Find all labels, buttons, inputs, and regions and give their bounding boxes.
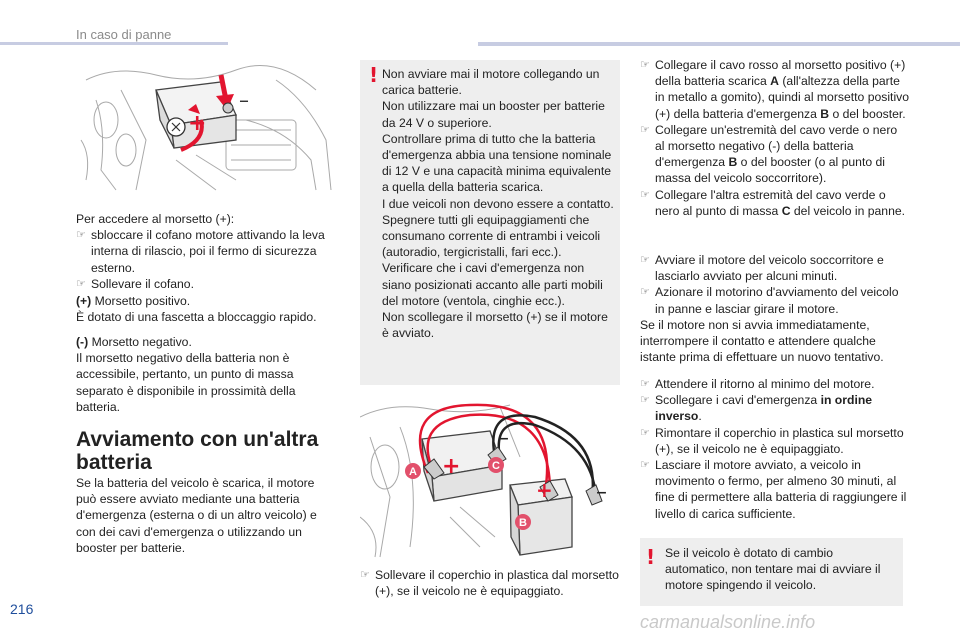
step-text: (all'altezza della parte in metallo a gomito), quindi al morsetto positivo (+) della batteria d'emergenza <box>655 74 910 121</box>
warning-icon: ! <box>646 545 656 569</box>
positive-detail: È dotato di una fascetta a bloccaggio rapido. <box>76 310 317 325</box>
warning-line: Non scollegare il morsetto (+) se il motore è avviato. <box>382 310 608 341</box>
list-item <box>360 567 622 599</box>
label-b: B <box>728 155 738 170</box>
callout-b <box>515 514 531 530</box>
list-item <box>640 392 910 424</box>
positive-terminal-note <box>76 293 338 325</box>
hand-pointer-icon: ☞ <box>640 426 650 439</box>
step-text: Avviare il motore del veicolo soccorritore e lasciarlo avviato per alcuni minuti. <box>655 253 884 284</box>
step-text: Scollegare i cavi d'emergenza <box>655 393 821 408</box>
watermark: carmanualsonline.info <box>640 612 816 632</box>
negative-label: Morsetto negativo. <box>88 335 192 349</box>
warning-line: Verificare che i cavi d'emergenza non siano posizionati accanto alle parti mobili del motore (ventola, cinghie ecc.). <box>382 261 603 308</box>
hand-pointer-icon: ☞ <box>640 59 650 71</box>
cover-instruction <box>360 567 622 599</box>
label-c: C <box>781 203 791 218</box>
positive-label: Morsetto positivo. <box>91 294 191 308</box>
callout-b-label: B <box>519 517 527 529</box>
list-item <box>640 425 910 457</box>
step-text: Collegare un'estremità del cavo verde o nero al morsetto negativo (-) della batteria d'emergenza <box>655 122 898 170</box>
page-number: 216 <box>10 601 34 617</box>
header-rule-left <box>0 42 228 45</box>
jump-start-diagram <box>360 397 618 564</box>
access-instructions <box>76 211 338 292</box>
start-steps <box>640 252 910 365</box>
callout-a <box>405 463 421 479</box>
svg-text:+: + <box>536 478 553 502</box>
callout-c <box>488 457 504 473</box>
header-rule-right <box>478 42 960 46</box>
positive-term: (+) <box>76 294 92 308</box>
note-text: Se il veicolo è dotato di cambio automatico, non tentare mai di avviare il motore spingendo il veicolo. <box>665 546 881 593</box>
svg-text:+: + <box>188 111 207 136</box>
hand-pointer-icon: ☞ <box>76 277 86 290</box>
hand-pointer-icon: ☞ <box>360 569 370 581</box>
list-item-text: sbloccare il cofano motore attivando la leva interna di rilascio, poi il fermo di sicurezza esterno. <box>91 228 325 275</box>
svg-text:–: – <box>498 426 509 451</box>
step-text: Collegare il cavo rosso al morsetto positivo (+) della batteria scarica <box>655 58 906 89</box>
step-text: o del booster. <box>829 106 906 121</box>
list-item <box>640 57 910 122</box>
step-text: Collegare l'altra estremità del cavo verde o nero al punto di massa <box>655 187 886 218</box>
svg-text:+: + <box>442 454 461 479</box>
label-a: A <box>770 74 779 89</box>
step-text: . <box>698 409 702 424</box>
intro-paragraph: Se la batteria del veicolo è scarica, il motore può essere avviato mediante una batteria d'emergenza (esterna o di un altro veicolo) e con dei cavi d'emergenza o utilizzando un booster per batterie. <box>76 476 317 555</box>
list-item <box>76 276 338 292</box>
negative-detail: Il morsetto negativo della batteria non è accessibile, pertanto, un punto di massa separato è disponibile in prossimità della batteria. <box>76 351 296 414</box>
warning-line: Non utilizzare mai un booster per batterie da 24 V o superiore. <box>382 99 605 130</box>
access-intro: Per accedere al morsetto (+): <box>76 212 235 226</box>
hand-pointer-icon: ☞ <box>640 394 650 407</box>
list-item <box>640 376 910 392</box>
list-item-text: Sollevare il coperchio in plastica dal morsetto (+), se il veicolo ne è equipaggiato. <box>375 568 619 599</box>
warning-line: Controllare prima di tutto che la batteria d'emergenza abbia una tensione nominale di 12 V e una capacità minima equivalente a quella della batteria scarica. <box>382 131 612 195</box>
battery-terminal-illustration <box>76 60 335 197</box>
warning-line: Non avviare mai il motore collegando un carica batterie. <box>382 67 600 98</box>
step-text: Azionare il motorino d'avviamento del veicolo in panne e lasciar girare il motore. <box>655 285 899 316</box>
warning-icon: ! <box>369 63 379 87</box>
step-text: o del booster (o al punto di massa del veicolo soccorritore). <box>655 155 885 186</box>
hand-pointer-icon: ☞ <box>640 254 650 266</box>
list-item <box>640 122 910 187</box>
warning-box <box>360 60 620 385</box>
list-item <box>640 252 910 284</box>
list-item <box>640 187 910 219</box>
warning-line: I due veicoli non devono essere a contatto. <box>382 196 614 211</box>
retry-paragraph: Se il motore non si avvia immediatamente, interrompere il contatto e attendere qualche istante prima di effettuare un nuovo tentativo. <box>640 317 884 365</box>
step-text: Attendere il ritorno al minimo del motore. <box>655 377 875 391</box>
hand-pointer-icon: ☞ <box>640 378 650 390</box>
svg-text:–: – <box>596 480 607 505</box>
list-item <box>76 227 338 276</box>
negative-term: (-) <box>76 335 89 349</box>
section-title: In caso di panne <box>76 27 172 42</box>
hand-pointer-icon: ☞ <box>640 459 650 472</box>
callout-c-label: C <box>492 460 500 472</box>
callout-a-label: A <box>409 466 417 478</box>
connection-steps <box>640 57 910 219</box>
negative-terminal-note <box>76 334 324 415</box>
list-item-text: Sollevare il cofano. <box>91 276 194 291</box>
step-text: del veicolo in panne. <box>790 203 906 218</box>
label-b: B <box>820 106 830 121</box>
list-item <box>640 284 910 316</box>
step-text: Lasciare il motore avviato, a veicolo in movimento o fermo, per almeno 30 minuti, al fine di permettere alla batteria di raggiungere il livello di carica sufficiente. <box>655 458 907 521</box>
hand-pointer-icon: ☞ <box>640 123 650 136</box>
warning-text <box>382 66 616 341</box>
finish-steps <box>640 376 910 522</box>
hand-pointer-icon: ☞ <box>76 229 86 242</box>
section-heading: Avviamento con un'altra batteria <box>76 428 319 474</box>
hand-pointer-icon: ☞ <box>640 188 650 201</box>
svg-text:–: – <box>239 88 249 112</box>
automatic-gearbox-warning <box>640 538 903 606</box>
emphasis: in ordine inverso <box>655 393 873 424</box>
step-text: Rimontare il coperchio in plastica sul morsetto (+), se il veicolo ne è equipaggiato. <box>655 425 904 456</box>
list-item <box>640 457 910 522</box>
hand-pointer-icon: ☞ <box>640 286 650 299</box>
warning-line: Spegnere tutti gli equipaggiamenti che consumano corrente di entrambi i veicoli (autoradio, tergicristalli, fari ecc.). <box>382 212 601 260</box>
